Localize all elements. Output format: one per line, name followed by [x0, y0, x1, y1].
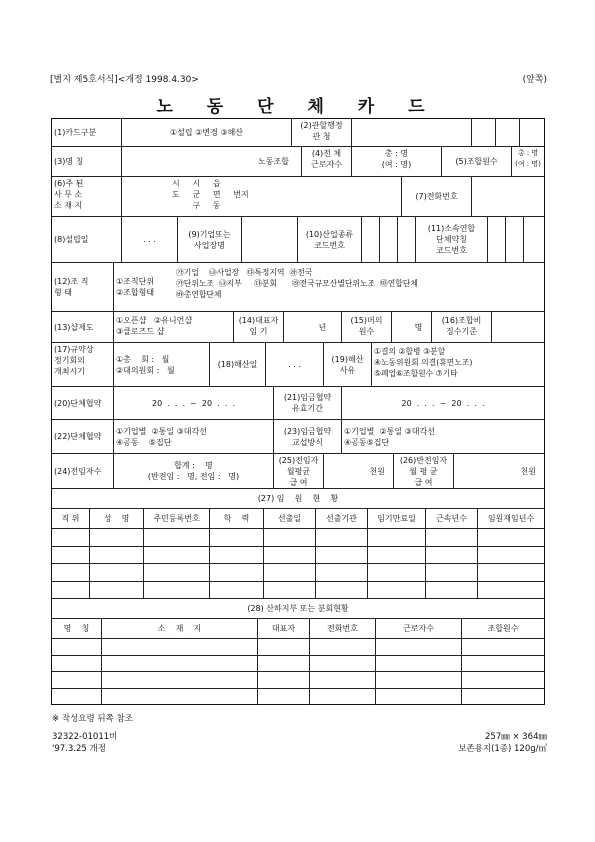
- branch-table-cell[interactable]: [52, 656, 102, 673]
- branch-table-cell[interactable]: [310, 639, 376, 656]
- officers-unit: 명: [414, 322, 423, 332]
- officers-table-cell[interactable]: [52, 564, 90, 582]
- officers-table-cell[interactable]: [368, 547, 426, 565]
- card-type-options[interactable]: ①설립 ②변경 ③해산: [122, 119, 292, 147]
- established-label: (8)설립일: [52, 217, 122, 263]
- established-field[interactable]: . . .: [122, 217, 178, 263]
- industry-label: (10)산업종류 코드번호: [298, 217, 362, 263]
- footer-note: ※ 작성요령 뒤쪽 참조: [52, 714, 133, 724]
- officers-table-cell[interactable]: [144, 564, 210, 582]
- branch-table-cell[interactable]: [258, 639, 310, 656]
- shop-label: (13)샵제도: [52, 312, 114, 343]
- branch-table-cell[interactable]: [376, 689, 462, 706]
- rep-label: (14)대표자 임 기: [234, 312, 284, 343]
- officers-table-cell[interactable]: [90, 564, 144, 582]
- office-code-box[interactable]: [496, 119, 520, 147]
- branch-table-cell[interactable]: [462, 689, 544, 706]
- branch-header-cell: 전화번호: [310, 619, 376, 639]
- office-code-box[interactable]: [520, 119, 544, 147]
- fulltime-wage-label: (25)전임자 월평균 급 여: [274, 454, 324, 489]
- union-card-form: [51, 118, 545, 705]
- office-code-box[interactable]: [472, 119, 496, 147]
- branch-table-cell[interactable]: [102, 672, 258, 689]
- dissolved-field[interactable]: . . .: [266, 343, 324, 387]
- paper-size: 257㎜ × 364㎜: [485, 732, 547, 742]
- officers-header-cell: 주민등록번호: [144, 509, 210, 529]
- fulltime-label: (24)전임자수: [52, 454, 114, 489]
- officers-table-cell[interactable]: [264, 564, 316, 582]
- revision-date: '97.3.25 개정: [52, 744, 106, 754]
- branch-table-cell[interactable]: [52, 639, 102, 656]
- branch-table-cell[interactable]: [462, 656, 544, 673]
- officers-table-cell[interactable]: [90, 582, 144, 600]
- bargain-label: (22)단체협약: [52, 420, 114, 454]
- branch-table-cell[interactable]: [376, 639, 462, 656]
- branch-table-cell[interactable]: [258, 672, 310, 689]
- officers-table-cell[interactable]: [478, 582, 544, 600]
- address-label: (6)주 된 사 무 소 소 재 지: [52, 177, 122, 217]
- bargain-options[interactable]: ①기업별 ②통일 ③대각선 ④공동 ⑤집단: [114, 420, 274, 454]
- dues-field[interactable]: [492, 312, 544, 343]
- fulltime-wage-unit: 천원: [369, 466, 385, 476]
- branch-table-cell[interactable]: [310, 656, 376, 673]
- branch-header-cell: 소 재 지: [102, 619, 258, 639]
- fulltime-field[interactable]: 합계 : 명 (반전임 : 명, 전임 : 명): [114, 454, 274, 489]
- officers-table-title: (27) 임 원 현 황: [52, 489, 544, 509]
- officers-table-cell[interactable]: [368, 564, 426, 582]
- industry-code-box[interactable]: [398, 217, 416, 263]
- wage-period-field[interactable]: 20 . . . ~ 20 . . .: [342, 387, 544, 420]
- form-number: 32322-01011비: [52, 732, 118, 742]
- branch-table-cell[interactable]: [310, 672, 376, 689]
- rep-term-field[interactable]: [284, 312, 342, 343]
- branch-table-cell[interactable]: [52, 689, 102, 706]
- officers-table-cell[interactable]: [144, 582, 210, 600]
- branch-header-cell: 조합원수: [462, 619, 544, 639]
- officers-table-cell[interactable]: [264, 582, 316, 600]
- wage-bargain-options[interactable]: ①기업별 ②통일 ③대각선 ④공동⑤집단: [342, 420, 544, 454]
- officers-header-cell: 선출일: [264, 509, 316, 529]
- officers-table-cell[interactable]: [52, 529, 90, 547]
- officers-table-cell[interactable]: [210, 582, 264, 600]
- branch-header-cell: 명 칭: [52, 619, 102, 639]
- name-value: 노동조합: [258, 157, 289, 166]
- agreement-period-field[interactable]: 20 . . . ~ 20 . . .: [114, 387, 274, 420]
- affiliation-label: (11)소속연합 단체약칭 코드번호: [416, 217, 488, 263]
- paper-type: 보존용지(1종) 120g/㎡: [458, 744, 547, 754]
- reason-label: (19)해산 사유: [324, 343, 372, 387]
- industry-code-box[interactable]: [380, 217, 398, 263]
- org-label: (12)조 직 형 태: [52, 263, 114, 312]
- phone-field[interactable]: [472, 177, 544, 217]
- form-code: [별지 제5호서식]<개정 1998.4.30>: [50, 75, 199, 85]
- affiliation-code-box[interactable]: [488, 217, 506, 263]
- branch-table-cell[interactable]: [52, 672, 102, 689]
- branch-table-cell[interactable]: [258, 656, 310, 673]
- officers-table-cell[interactable]: [210, 547, 264, 565]
- affiliation-code-box[interactable]: [506, 217, 524, 263]
- branch-table-cell[interactable]: [462, 672, 544, 689]
- branch-table-cell[interactable]: [462, 639, 544, 656]
- officers-table-cell[interactable]: [426, 547, 478, 565]
- officers-table-cell[interactable]: [144, 529, 210, 547]
- page-side: (앞쪽): [522, 75, 547, 85]
- card-type-label: (1)카드구분: [52, 119, 122, 147]
- wage-period-label: (21)임금협약 유효기간: [274, 387, 342, 420]
- org-options-1: ㉮기업 ㉯사업장 ㉰특정지역 ㉱전국: [176, 268, 313, 277]
- officers-table-cell[interactable]: [52, 582, 90, 600]
- branch-header-cell: 근로자수: [376, 619, 462, 639]
- shop-options[interactable]: ①오픈샵 ②유니언샵 ③클로즈드 샵: [114, 312, 234, 343]
- officers-header-cell: 선출기관: [316, 509, 368, 529]
- officers-table-cell[interactable]: [426, 564, 478, 582]
- officers-table-cell[interactable]: [426, 582, 478, 600]
- branch-table-cell[interactable]: [258, 689, 310, 706]
- address-field[interactable]: 시 시 읍 도 군 면 번지 구 동: [122, 177, 402, 217]
- workers-field[interactable]: 총 : 명 (여 : 명): [352, 147, 442, 177]
- affiliation-code-box[interactable]: [524, 217, 544, 263]
- branch-table-cell[interactable]: [102, 689, 258, 706]
- meeting-field[interactable]: ①총 회 : 월 ②대의원회 : 월: [114, 343, 210, 387]
- rep-unit: 년: [318, 322, 327, 332]
- phone-label: (7)전화번호: [402, 177, 472, 217]
- workers-label: (4)전 체 근로자수: [302, 147, 352, 177]
- half-wage-label: (26)반전임자 월 평 균 급 여: [394, 454, 454, 489]
- name-field[interactable]: [122, 147, 302, 177]
- officers-table-cell[interactable]: [478, 547, 544, 565]
- officers-table-cell[interactable]: [426, 529, 478, 547]
- officers-field[interactable]: [392, 312, 432, 343]
- wage-bargain-label: (23)임금협약 교섭방식: [274, 420, 342, 454]
- officers-header-cell: 성 명: [90, 509, 144, 529]
- officers-table-cell[interactable]: [264, 547, 316, 565]
- officers-table-cell[interactable]: [316, 564, 368, 582]
- agreement-label: (20)단체협약: [52, 387, 114, 420]
- officers-header-cell: 임기만료일: [368, 509, 426, 529]
- dissolved-label: (18)해산일: [210, 343, 266, 387]
- half-wage-field[interactable]: [454, 454, 544, 489]
- name-label: (3)명 칭: [52, 147, 122, 177]
- reason-options[interactable]: ①결의 ②합병 ③분할 ④노동위원회 의결(휴면노조) ⑤폐업⑥조합원수 ⑦기타: [372, 343, 544, 387]
- officers-table-cell[interactable]: [210, 564, 264, 582]
- officers-table-cell[interactable]: [52, 547, 90, 565]
- officers-header-cell: 근속년수: [426, 509, 478, 529]
- office-field[interactable]: [352, 119, 472, 147]
- dues-label: (16)조합비 징수기준: [432, 312, 492, 343]
- meeting-label: (17)규약상 정기회의 개최시기: [52, 343, 114, 387]
- officers-table-cell[interactable]: [478, 564, 544, 582]
- members-label: (5)조합원수: [442, 147, 512, 177]
- branch-table-cell[interactable]: [102, 639, 258, 656]
- officers-table-cell[interactable]: [90, 547, 144, 565]
- officers-table-cell[interactable]: [264, 529, 316, 547]
- org-left: ①조직단위 ②조합형태: [114, 263, 174, 312]
- officers-table-cell[interactable]: [316, 529, 368, 547]
- branch-table-cell[interactable]: [376, 672, 462, 689]
- page-title: 노 동 단 체 카 드: [156, 97, 439, 117]
- branch-header-cell: 대표자: [258, 619, 310, 639]
- officers-header-cell: 학 력: [210, 509, 264, 529]
- org-options[interactable]: [174, 263, 544, 312]
- fulltime-wage-field[interactable]: [324, 454, 394, 489]
- officers-header-cell: 직 위: [52, 509, 90, 529]
- officers-table-cell[interactable]: [478, 529, 544, 547]
- org-options-3: ㉳총연합단체: [176, 290, 222, 299]
- org-options-2: ㉮단위노조 ㉯지부 ㉰분회 ㉱전국규모산별단위노조 ㉲연합단체: [176, 279, 418, 288]
- officers-table-cell[interactable]: [210, 529, 264, 547]
- industry-code-box[interactable]: [362, 217, 380, 263]
- branch-table-cell[interactable]: [376, 656, 462, 673]
- company-label: (9)기업또는 사업장명: [178, 217, 242, 263]
- branch-table-title: (28) 산하지부 또는 분회현황: [52, 599, 544, 619]
- office-label: (2)관할행정 관 청: [292, 119, 352, 147]
- officers-table-cell[interactable]: [90, 529, 144, 547]
- branch-table-cell[interactable]: [102, 656, 258, 673]
- officers-header-cell: 임원재임년수: [478, 509, 544, 529]
- members-field[interactable]: 총 : 명 (여 : 명): [512, 147, 544, 177]
- half-wage-unit: 천원: [520, 466, 536, 476]
- officers-table-cell[interactable]: [316, 547, 368, 565]
- officers-table-cell[interactable]: [368, 582, 426, 600]
- company-field[interactable]: [242, 217, 298, 263]
- officers-table-cell[interactable]: [144, 547, 210, 565]
- branch-table-cell[interactable]: [310, 689, 376, 706]
- officers-table-cell[interactable]: [316, 582, 368, 600]
- officers-label: (15)머의 원수: [342, 312, 392, 343]
- officers-table-cell[interactable]: [368, 529, 426, 547]
